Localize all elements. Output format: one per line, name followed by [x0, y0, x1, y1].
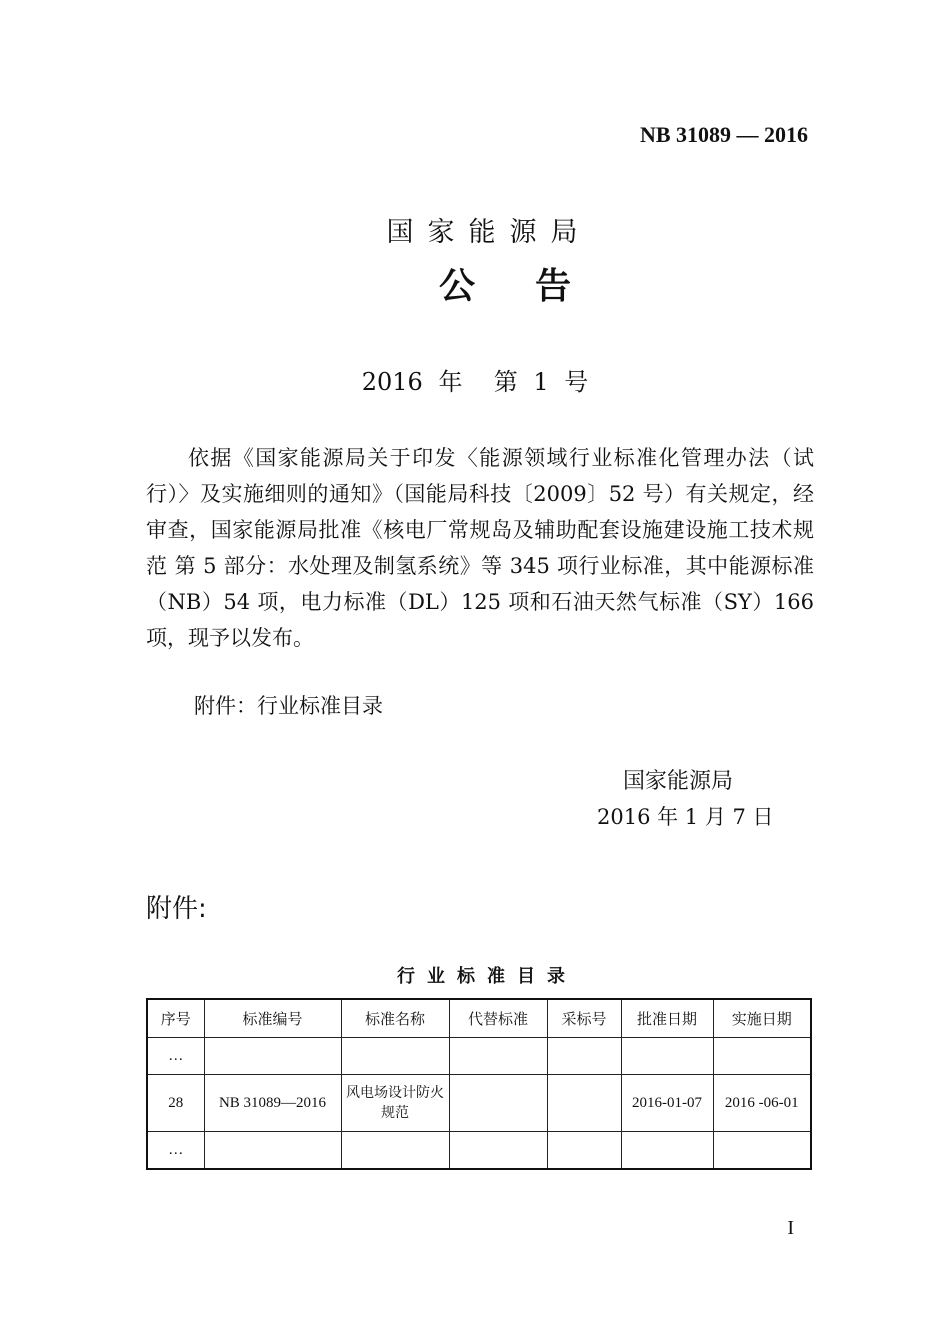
signature-agency: 国家能源局: [623, 769, 734, 794]
signature-date: 2016 年 1 月 7 日: [597, 805, 774, 829]
col-header-code: 标准编号: [204, 999, 341, 1038]
cell-code: NB 31089—2016: [204, 1075, 341, 1132]
col-header-approved: 批准日期: [621, 999, 713, 1038]
cell-adopted: [547, 1075, 621, 1132]
cell-effective: 2016 -06-01: [713, 1075, 811, 1132]
attachment-label: 附件:: [146, 894, 207, 924]
attachment-reference: 附件：行业标准目录: [194, 694, 383, 718]
cell-approved: [621, 1038, 713, 1075]
cell-adopted: [547, 1132, 621, 1170]
issue-number: 2016 年 第 1 号: [361, 368, 589, 396]
cell-code: [204, 1038, 341, 1075]
col-header-adopted: 采标号: [547, 999, 621, 1038]
table-row: [147, 1075, 811, 1132]
standards-table: [146, 998, 812, 1170]
page-number: I: [787, 1217, 794, 1239]
cell-seq: 28: [147, 1075, 204, 1132]
notice-body: 依据《国家能源局关于印发〈能源领域行业标准化管理办法（试行）〉及实施细则的通知》（国能局科技〔2009〕52 号）有关规定，经审查，国家能源局批准《核电厂常规岛及辅助配套设施建设施工技术规范 第 5 部分：水处理及制氢系统》等 345 项行业标准，其中能源标准（NB）54 项，电力标准（DL）125 项和石油天然气标准（SY）166 项，现予以发布。: [146, 446, 814, 650]
cell-approved: [621, 1132, 713, 1170]
standard-code: NB 31089 — 2016: [639, 122, 808, 147]
cell-name: 风电场设计防火规范: [341, 1075, 449, 1132]
cell-replaces: [449, 1038, 547, 1075]
cell-code: [204, 1132, 341, 1170]
cell-replaces: [449, 1132, 547, 1170]
notice-title: 公告: [438, 266, 631, 307]
cell-seq: …: [147, 1132, 204, 1170]
col-header-replaces: 代替标准: [449, 999, 547, 1038]
cell-effective: [713, 1038, 811, 1075]
table-title: 行业标准目录: [397, 966, 577, 987]
cell-effective: [713, 1132, 811, 1170]
table-row: [147, 1132, 811, 1170]
table-row: [147, 1038, 811, 1075]
issuing-agency-heading: 国家能源局: [386, 217, 592, 248]
cell-seq: …: [147, 1038, 204, 1075]
cell-name: [341, 1038, 449, 1075]
cell-replaces: [449, 1075, 547, 1132]
cell-approved: 2016-01-07: [621, 1075, 713, 1132]
cell-adopted: [547, 1038, 621, 1075]
col-header-seq: 序号: [147, 999, 204, 1038]
table-header-row: [147, 999, 811, 1038]
cell-name: [341, 1132, 449, 1170]
col-header-name: 标准名称: [341, 999, 449, 1038]
col-header-effective: 实施日期: [713, 999, 811, 1038]
